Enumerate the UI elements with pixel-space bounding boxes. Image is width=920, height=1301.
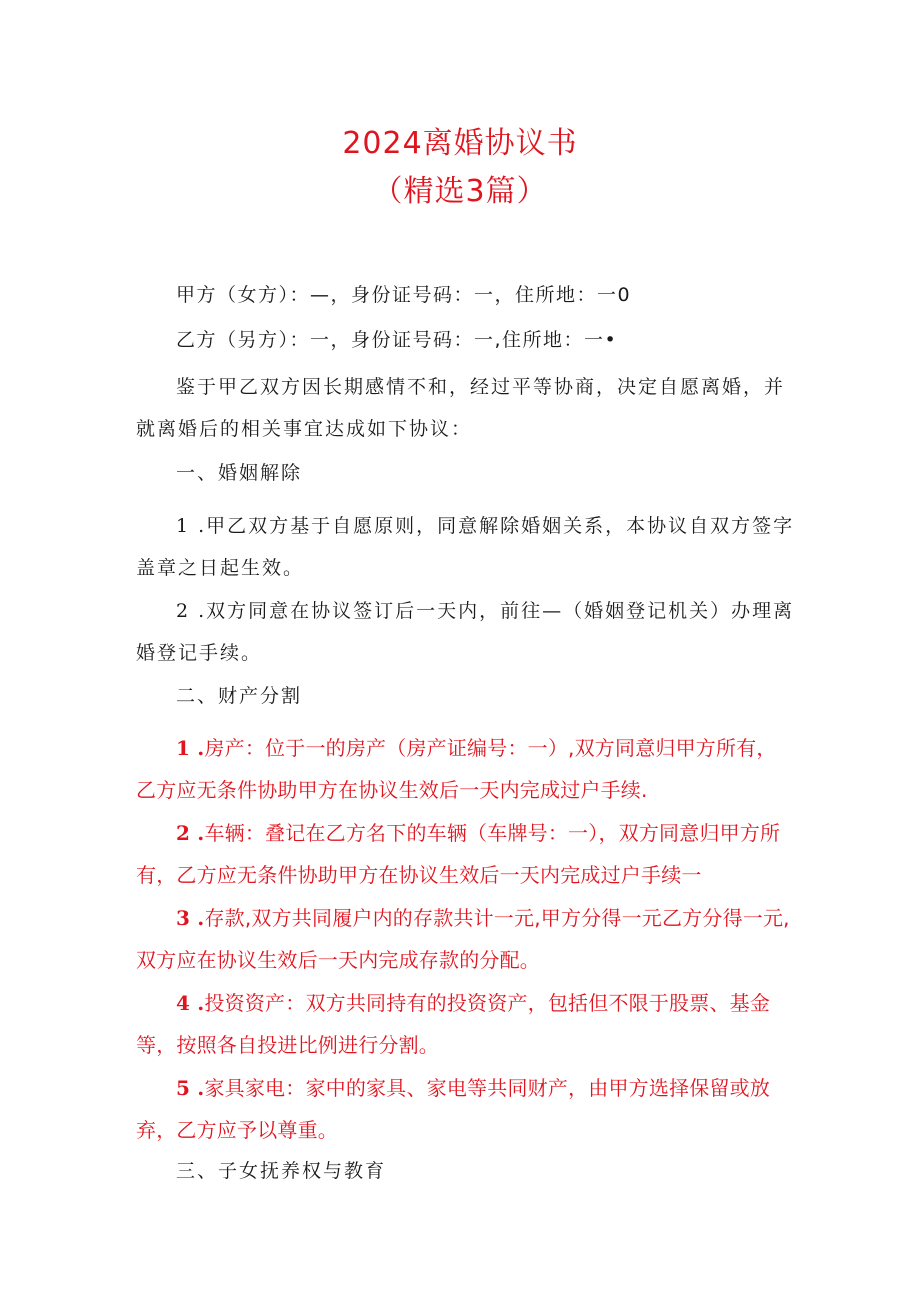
section-heading-child-custody: 三、子女抚养权与教育 (176, 1160, 387, 1182)
property-item-investments (136, 982, 796, 1066)
item-text: 存款,双方共同履户内的存款共计一元,甲方分得一元乙方分得一元,双方应在协议生效后一天内完成存款的分配。 (136, 906, 790, 972)
property-item-savings (136, 897, 796, 981)
party-a-line: 甲方（女方）：—，身份证号码：一，住所地：一0 (176, 284, 632, 306)
party-b-line: 乙方（另方）：一，身份证号码：一,住所地：一• (176, 329, 618, 351)
item-text: 房产：位于一的房产（房产证编号：一）,双方同意归甲方所有，乙方应无条件协助甲方在协议生效后一天内完成过户手续. (136, 736, 777, 802)
document-subtitle: （精选3篇） (372, 174, 548, 209)
item-number: 4 . (176, 991, 205, 1015)
section1-item-1: 1 .甲乙双方基于自愿原则，同意解除婚姻关系，本协议自双方签字盖章之日起生效。 (136, 515, 795, 579)
item-number: 5 . (176, 1076, 205, 1100)
section1-item-2: 2 .双方同意在协议签订后一天内，前往—（婚姻登记机关）办理离婚登记手续。 (136, 600, 795, 664)
item-text: 车辆：叠记在乙方名下的车辆（车牌号：一），双方同意归甲方所有，乙方应无条件协助甲方在协议生效后一天内完成过户手续一 (136, 821, 781, 887)
document-title: 2024离婚协议书 (342, 126, 578, 161)
item-text: 家具家电：家中的家具、家电等共同财产，由甲方选择保留或放弃，乙方应予以尊重。 (136, 1076, 771, 1142)
property-item-house (136, 727, 796, 811)
intro-paragraph: 鉴于甲乙双方因长期感情不和，经过平等协商，决定自愿离婚，并就离婚后的相关事宜达成如下协议： (136, 376, 786, 440)
item-number: 2 . (176, 821, 205, 845)
item-text: 投资资产：双方共同持有的投资资产，包括但不限于股票、基金等，按照各自投进比例进行分割。 (136, 991, 771, 1057)
section-heading-marriage-dissolution: 一、婚姻解除 (176, 462, 303, 484)
property-item-vehicle (136, 812, 796, 896)
property-item-furniture (136, 1067, 796, 1151)
item-number: 1 . (176, 736, 205, 760)
item-number: 3 . (176, 906, 205, 930)
section-heading-property-division: 二、财产分割 (176, 685, 303, 707)
